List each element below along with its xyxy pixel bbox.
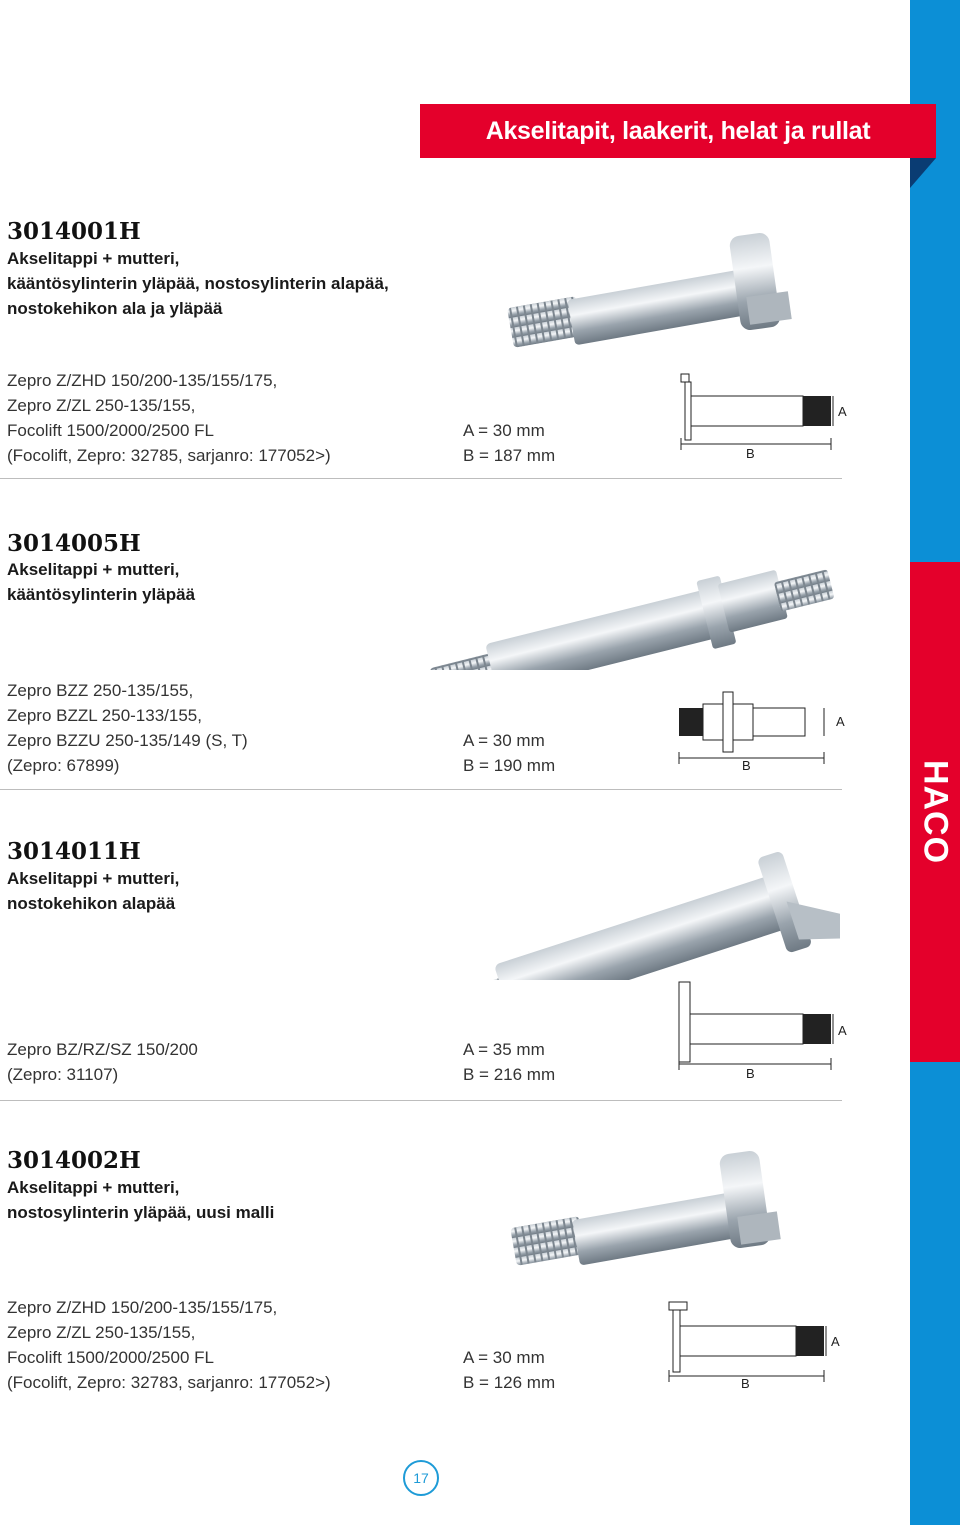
model-list: Zepro Z/ZHD 150/200-135/155/175, Zepro Z/ZL 250-135/155, Focolift 1500/2000/2500 FL (Focolift, Zepro: 32785, sarjanro: 177052>) <box>7 371 331 465</box>
header-band <box>420 104 936 158</box>
measure-b: B = 190 mm <box>463 756 556 775</box>
svg-text:A: A <box>838 404 847 419</box>
section-divider <box>0 1100 842 1101</box>
product-code: 3014005H <box>7 530 141 557</box>
measure-a: A = 30 mm <box>463 731 545 750</box>
measurements <box>463 1345 555 1395</box>
section-divider <box>0 789 842 790</box>
dimension-diagram <box>664 1300 854 1395</box>
section-divider <box>0 478 842 479</box>
measure-a: A = 35 mm <box>463 1040 545 1059</box>
product-photo <box>500 222 800 352</box>
product-code: 3014001H <box>7 218 141 245</box>
svg-text:B: B <box>746 1066 755 1081</box>
svg-text:B: B <box>746 446 755 461</box>
dimension-diagram <box>676 980 856 1085</box>
measure-b: B = 216 mm <box>463 1065 556 1084</box>
product-photo <box>505 1142 785 1272</box>
dimension-diagram <box>676 690 856 776</box>
product-name: Akselitappi + mutteri, nostokehikon alapää <box>7 869 180 913</box>
measure-b: B = 126 mm <box>463 1373 556 1392</box>
product-code: 3014002H <box>7 1147 141 1174</box>
measure-b: B = 187 mm <box>463 446 556 465</box>
svg-text:B: B <box>742 758 751 773</box>
product-name: Akselitappi + mutteri, kääntösylinterin yläpää <box>7 560 196 604</box>
svg-text:A: A <box>831 1334 840 1349</box>
measure-a: A = 30 mm <box>463 421 545 440</box>
model-list: Zepro BZZ 250-135/155, Zepro BZZL 250-133/155, Zepro BZZU 250-135/149 (S, T) (Zepro: 67899) <box>7 681 248 775</box>
measure-a: A = 30 mm <box>463 1348 545 1367</box>
svg-text:B: B <box>741 1376 750 1391</box>
page-number: 17 <box>403 1460 439 1496</box>
page-title: Akselitapit, laakerit, helat ja rullat <box>485 117 871 145</box>
measurements <box>463 1037 555 1087</box>
model-list: Zepro BZ/RZ/SZ 150/200 (Zepro: 31107) <box>7 1040 198 1084</box>
measurements <box>463 418 555 468</box>
measurements <box>463 728 555 778</box>
svg-text:A: A <box>836 714 845 729</box>
product-code: 3014011H <box>7 838 141 865</box>
svg-text:A: A <box>838 1023 847 1038</box>
brand-logo: HACO <box>916 759 955 865</box>
product-photo <box>420 540 840 670</box>
brand-tab <box>910 562 960 1062</box>
header-fold <box>910 158 936 188</box>
product-name: Akselitappi + mutteri, nostosylinterin yläpää, uusi malli <box>7 1178 275 1222</box>
model-list: Zepro Z/ZHD 150/200-135/155/175, Zepro Z/ZL 250-135/155, Focolift 1500/2000/2500 FL (Focolift, Zepro: 32783, sarjanro: 177052>) <box>7 1298 331 1392</box>
dimension-diagram <box>676 372 856 462</box>
product-photo <box>420 830 840 980</box>
product-name: Akselitappi + mutteri, kääntösylinterin yläpää, nostosylinterin alapää, nostokehikon ala ja yläpää <box>7 249 389 318</box>
